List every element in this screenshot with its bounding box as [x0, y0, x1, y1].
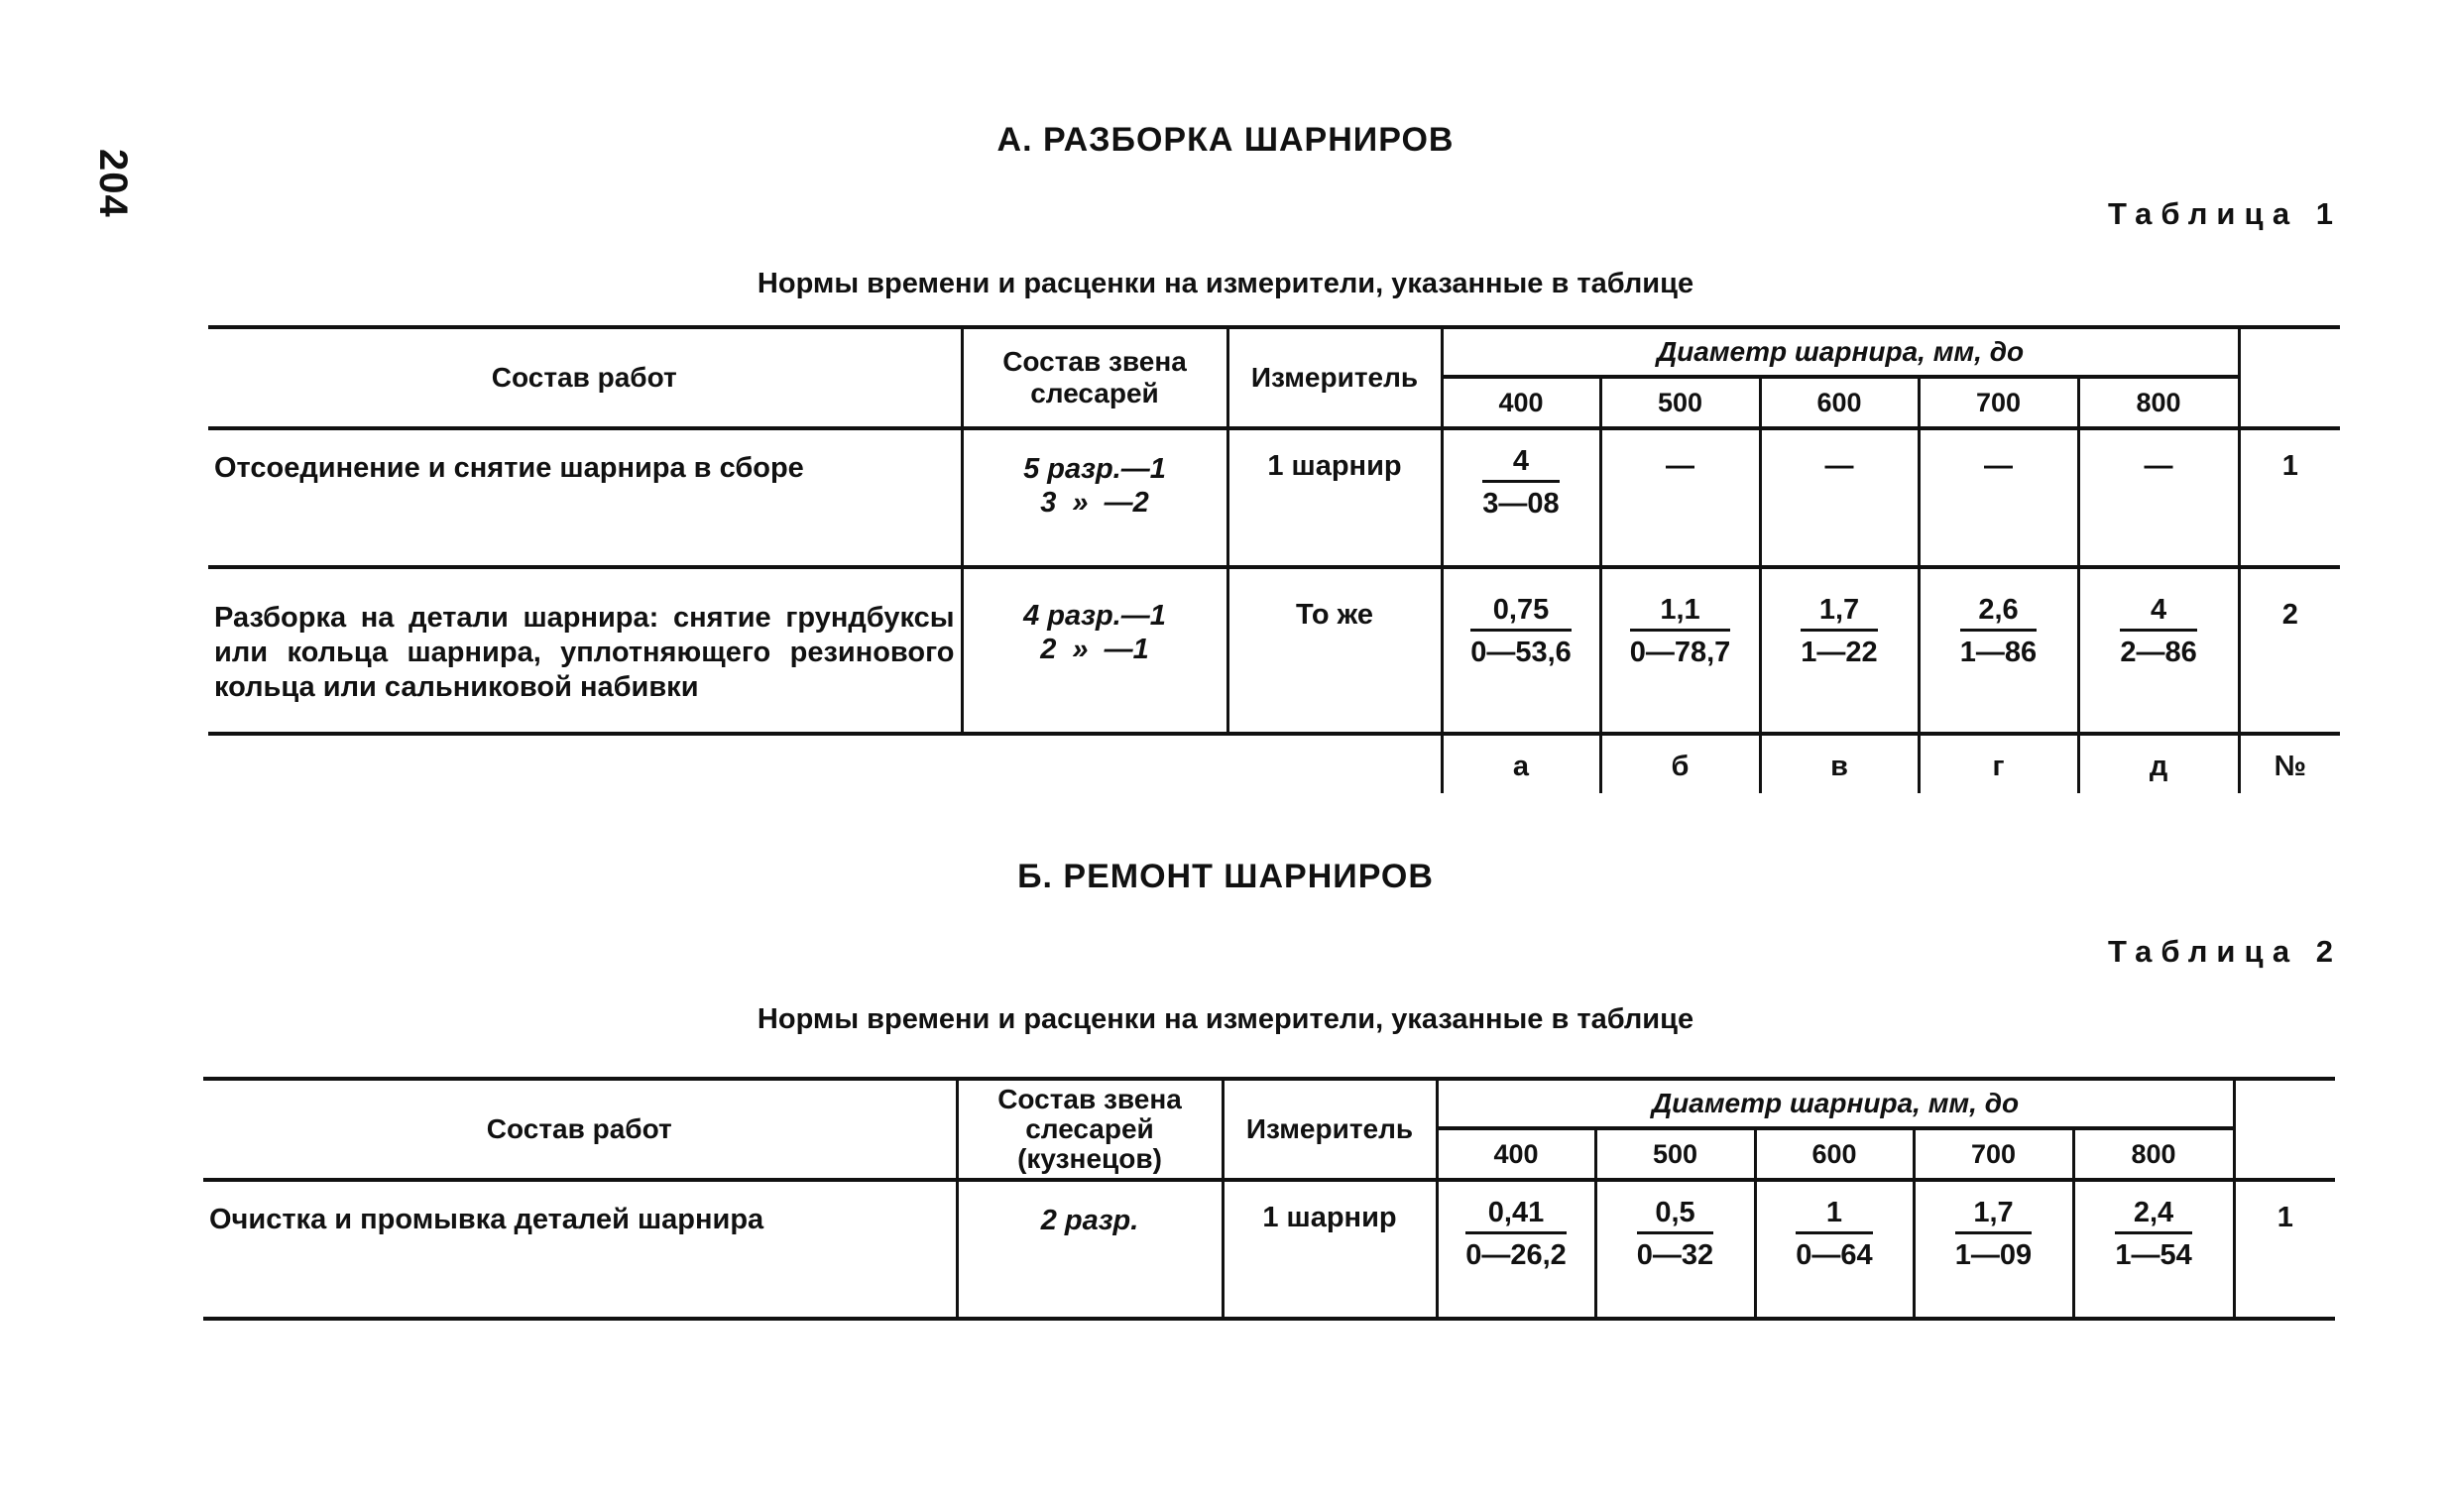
header-crew	[957, 1079, 1223, 1180]
header-crew	[962, 327, 1227, 428]
dash: —	[2144, 450, 2173, 482]
rate: 1—86	[1959, 637, 2038, 668]
table-row	[208, 428, 2340, 567]
value-cell	[1755, 1180, 1914, 1319]
value-cell	[1760, 428, 1919, 567]
header-num-blank	[2239, 327, 2340, 428]
rate: 0—78,7	[1629, 637, 1731, 668]
header-crew-line: слесарей	[1025, 1113, 1154, 1144]
rate: 1—54	[2115, 1239, 2192, 1271]
row-number: 1	[2234, 1180, 2335, 1319]
value-cell	[2078, 428, 2239, 567]
section-b-title: Б. РЕМОНТ ШАРНИРОВ	[1017, 858, 1434, 895]
row-unit: 1 шарнир	[1227, 428, 1442, 567]
column-letter: а	[1442, 734, 1600, 793]
row-crew: 2 разр.	[957, 1180, 1223, 1319]
column-letter: г	[1919, 734, 2078, 793]
table-1	[208, 325, 2340, 793]
value-cell	[2073, 1180, 2234, 1319]
time-norm: 0,75	[1470, 593, 1572, 632]
header-num-blank	[2234, 1079, 2335, 1180]
row-number: 2	[2239, 567, 2340, 734]
rate: 2—86	[2120, 637, 2197, 668]
norm-fraction	[1796, 1196, 1872, 1272]
crew-line: 5 разр.—1	[1023, 453, 1166, 485]
column-letter: б	[1600, 734, 1760, 793]
row-work: Очистка и промывка деталей шарнира	[203, 1180, 957, 1319]
norm-fraction	[1630, 593, 1731, 669]
header-diameter: Диаметр шарнира, мм, до	[1442, 327, 2239, 377]
time-norm: 1,7	[1801, 593, 1877, 632]
rate: 0—32	[1636, 1239, 1714, 1271]
header-diameter-400: 400	[1437, 1128, 1595, 1180]
dash: —	[1666, 450, 1694, 482]
time-norm: 1,7	[1955, 1196, 2032, 1234]
header-unit: Измеритель	[1223, 1079, 1437, 1180]
norm-fraction	[1470, 593, 1572, 669]
value-cell	[1442, 428, 1600, 567]
value-cell	[1914, 1180, 2073, 1319]
rate: 1—22	[1801, 637, 1878, 668]
crew-line: 3 » —2	[1040, 487, 1149, 519]
value-cell	[1600, 428, 1760, 567]
value-cell	[1919, 428, 2078, 567]
header-crew-line: (кузнецов)	[1017, 1143, 1162, 1174]
header-work: Состав работ	[203, 1079, 957, 1180]
value-cell	[1442, 567, 1600, 734]
header-diameter-500: 500	[1595, 1128, 1755, 1180]
header-work: Состав работ	[208, 327, 962, 428]
value-cell	[2078, 567, 2239, 734]
norm-fraction	[1482, 444, 1559, 521]
norm-fraction	[1960, 593, 2037, 669]
column-letter: в	[1760, 734, 1919, 793]
time-norm: 1	[1796, 1196, 1872, 1234]
value-cell	[1595, 1180, 1755, 1319]
header-diameter-700: 700	[1919, 377, 2078, 428]
table-2-caption: Нормы времени и расценки на измерители, указанные в таблице	[757, 1003, 1694, 1035]
row-work: Отсоединение и снятие шарнира в сборе	[208, 428, 962, 567]
value-cell	[1600, 567, 1760, 734]
section-a-title: А. РАЗБОРКА ШАРНИРОВ	[996, 121, 1455, 159]
time-norm: 4	[2120, 593, 2196, 632]
table-2	[203, 1077, 2335, 1321]
header-crew-line: Состав звена	[997, 1084, 1182, 1114]
rate: 0—26,2	[1465, 1239, 1567, 1271]
row-crew	[962, 567, 1227, 734]
header-diameter-500: 500	[1600, 377, 1760, 428]
time-norm: 2,6	[1960, 593, 2037, 632]
header-diameter-800: 800	[2078, 377, 2239, 428]
crew-line: 2 » —1	[1040, 634, 1149, 665]
dash: —	[1824, 450, 1854, 482]
page-number: 204	[91, 149, 135, 218]
norm-fraction	[2115, 1196, 2191, 1272]
table-row	[203, 1180, 2335, 1319]
time-norm: 2,4	[2115, 1196, 2191, 1234]
column-letter-number: №	[2239, 734, 2340, 793]
column-letter: д	[2078, 734, 2239, 793]
norm-fraction	[1637, 1196, 1713, 1272]
header-diameter: Диаметр шарнира, мм, до	[1437, 1079, 2234, 1128]
table-2-label: Таблица 2	[2107, 934, 2342, 969]
header-unit: Измеритель	[1227, 327, 1442, 428]
header-diameter-600: 600	[1755, 1128, 1914, 1180]
norm-fraction	[1955, 1196, 2032, 1272]
table-row	[208, 567, 2340, 734]
norm-fraction	[2120, 593, 2196, 669]
header-diameter-600: 600	[1760, 377, 1919, 428]
header-diameter-400: 400	[1442, 377, 1600, 428]
table-1-caption: Нормы времени и расценки на измерители, указанные в таблице	[757, 268, 1694, 299]
rate: 3—08	[1482, 488, 1560, 520]
table-1-label: Таблица 1	[2107, 196, 2342, 231]
time-norm: 1,1	[1630, 593, 1731, 632]
rate: 0—64	[1796, 1239, 1873, 1271]
row-crew	[962, 428, 1227, 567]
header-diameter-700: 700	[1914, 1128, 2073, 1180]
row-unit: 1 шарнир	[1223, 1180, 1437, 1319]
footer-blank	[208, 734, 1442, 793]
dash: —	[1984, 450, 2013, 482]
value-cell	[1760, 567, 1919, 734]
header-crew-text: Состав звена слесарей	[1002, 346, 1187, 408]
time-norm: 0,5	[1637, 1196, 1713, 1234]
header-diameter-800: 800	[2073, 1128, 2234, 1180]
norm-fraction	[1801, 593, 1877, 669]
row-unit: То же	[1227, 567, 1442, 734]
rate: 0—53,6	[1470, 637, 1572, 668]
crew-line: 4 разр.—1	[1023, 600, 1166, 632]
time-norm: 4	[1482, 444, 1559, 483]
value-cell	[1919, 567, 2078, 734]
row-work: Разборка на детали шарнира: снятие грундбуксы или кольца шарнира, уплотняющего резинового кольца или сальниковой набивки	[208, 567, 962, 734]
rate: 1—09	[1954, 1239, 2033, 1271]
time-norm: 0,41	[1465, 1196, 1567, 1234]
norm-fraction	[1465, 1196, 1567, 1272]
row-number: 1	[2239, 428, 2340, 567]
value-cell	[1437, 1180, 1595, 1319]
